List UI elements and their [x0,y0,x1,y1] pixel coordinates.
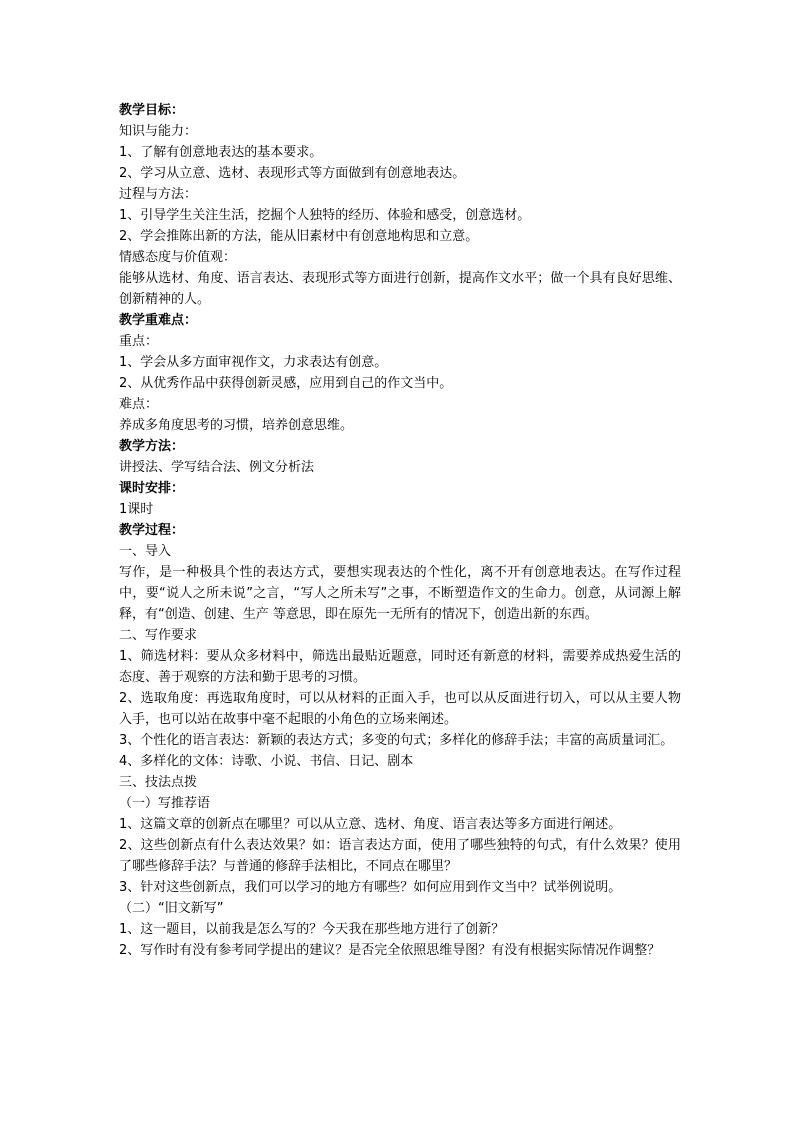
subsection-title-recommendation: （一）写推荐语 [119,796,211,811]
paragraph: 2、从优秀作品中获得创新灵感，应用到自己的作文当中。 [119,376,453,391]
paragraph: 能够从选材、角度、语言表达、表现形式等方面进行创新，提高作文水平；做一个具有良好思维、创新精神的人。 [119,271,681,307]
paragraph: 2、学会推陈出新的方法，能从旧素材中有创意地构思和立意。 [119,229,479,244]
paragraph: 3、针对这些创新点，我们可以学习的地方有哪些？如何应用到作文当中？试举例说明。 [119,880,622,895]
paragraph: 2、这些创新点有什么表达效果？如：语言表达方面，使用了哪些独特的句式，有什么效果？使用了哪些修辞手法？与普通的修辞手法相比，不同点在哪里？ [119,838,681,874]
subheading-difficult-points: 难点： [119,397,159,412]
paragraph: 1、了解有创意地表达的基本要求。 [119,145,323,160]
section-title-intro: 一、导入 [119,544,172,559]
subsection-title-rewrite: （二）“旧文新写” [119,901,224,916]
paragraph: 写作，是一种极具个性的表达方式，要想实现表达的个性化，离不开有创意地表达。在写作过程中，要“说人之所未说”之言，“写人之所未写”之事，不断塑造作文的生命力。创意，从词源上解释，有“创造、创建、生产 等意思，即在原先一无所有的情况下，创造出新的东西。 [119,565,681,622]
heading-key-difficult-points: 教学重难点： [119,313,198,328]
paragraph: 2、写作时有没有参考同学提出的建议？是否完全依照思维导图？有没有根据实际情况作调整？ [119,943,661,958]
paragraph: 2、选取角度：再选取角度时，可以从材料的正面入手，也可以从反面进行切入，可以从主要人物入手，也可以站在故事中毫不起眼的小角色的立场来阐述。 [119,691,681,727]
paragraph: 1课时 [119,502,154,517]
paragraph: 1、这一题目，以前我是怎么写的？今天我在那些地方进行了创新？ [119,922,505,937]
paragraph: 1、这篇文章的创新点在哪里？可以从立意、选材、角度、语言表达等多方面进行阐述。 [119,817,622,832]
heading-teaching-methods: 教学方法： [119,439,185,454]
paragraph: 2、学习从立意、选材、表现形式等方面做到有创意地表达。 [119,166,466,181]
section-title-writing-requirements: 二、写作要求 [119,628,198,643]
paragraph: 4、多样化的文体：诗歌、小说、书信、日记、剧本 [119,754,414,769]
heading-teaching-goals: 教学目标： [119,103,185,118]
paragraph: 1、引导学生关注生活，挖掘个人独特的经历、体验和感受，创意选材。 [119,208,531,223]
heading-teaching-process: 教学过程： [119,523,185,538]
paragraph: 1、筛选材料：要从众多材料中，筛选出最贴近题意，同时还有新意的材料，需要养成热爱生活的态度、善于观察的方法和勤于思考的习惯。 [119,649,681,685]
subheading-knowledge-ability: 知识与能力： [119,124,198,139]
paragraph: 3、个性化的语言表达：新颖的表达方式；多变的句式；多样化的修辞手法；丰富的高质量词汇。 [119,733,674,748]
subheading-key-points: 重点： [119,334,159,349]
subheading-process-method: 过程与方法： [119,187,198,202]
heading-class-schedule: 课时安排： [119,481,185,496]
subheading-emotion-values: 情感态度与价值观： [119,250,237,265]
section-title-techniques: 三、技法点拨 [119,775,198,790]
document-page [119,100,681,961]
paragraph: 讲授法、学写结合法、例文分析法 [119,460,315,475]
paragraph: 1、学会从多方面审视作文，力求表达有创意。 [119,355,388,370]
paragraph: 养成多角度思考的习惯，培养创意思维。 [119,418,354,433]
